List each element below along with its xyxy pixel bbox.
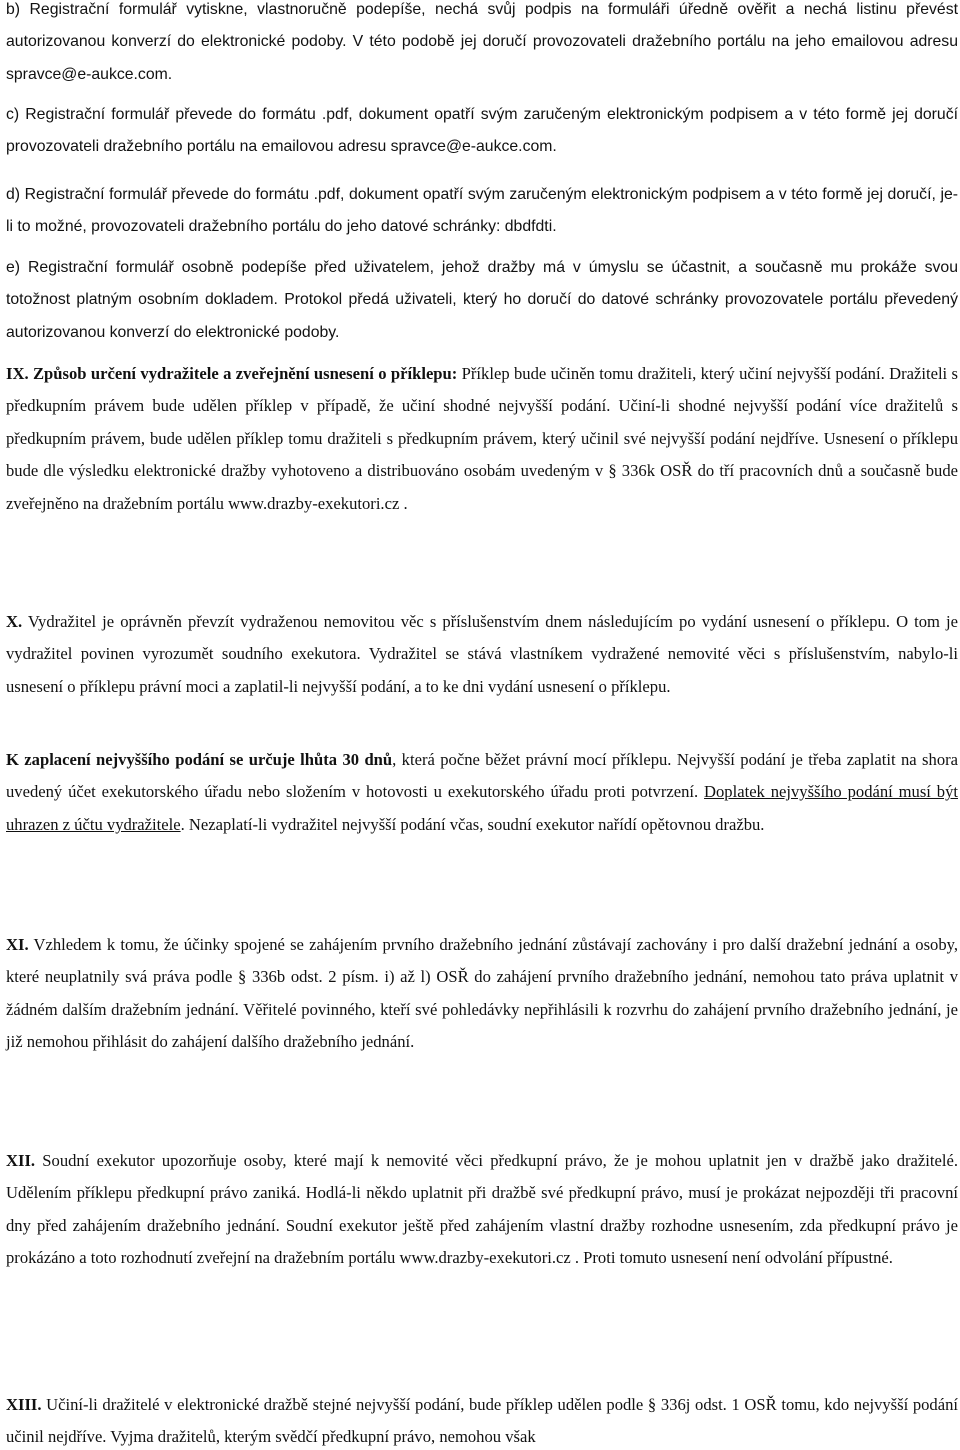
section-xiii-text: Učiní-li dražitelé v elektronické dražbě stejné nejvyšší podání, bude příklep udělen podle § 336j odst. 1 OSŘ tomu, kdo nejvyšší podání učinil nejdříve. Vyjma dražitelů, kterým svědčí předkupní právo, nemohou však <box>6 1395 958 1447</box>
payment-bold-lead: K zaplacení nejvyššího podání se určuje lhůta 30 dnů <box>6 750 393 769</box>
paragraph-c <box>6 99 958 164</box>
paragraph-b <box>6 0 958 91</box>
section-xi-text: Vzhledem k tomu, že účinky spojené se zahájením prvního dražebního jednání zůstávají zachovány i pro další dražební jednání a osoby, které neuplatnily svá práva podle § 336b odst. 2 písm. i) až l) OSŘ do zahájení prvního dražebního jednání, nemohou tato práva uplatnit v žádném dalším dražebním jednání. Věřitelé povinného, kteří své pohledávky nepřihlásili k rozvrhu do zahájení prvního dražebního jednání, je již nemohou přihlásit do zahájení dalšího dražebního jednání. <box>6 935 958 1052</box>
section-xi-number: XI. <box>6 935 29 954</box>
section-x-text: Vydražitel je oprávněn převzít vydraženou nemovitou věc s příslušenstvím dnem následujícím po vydání usnesení o příklepu. O tom je vydražitel povinen vyrozumět soudního exekutora. Vydražitel se stává vlastníkem vydražené nemovité věci s příslušenstvím, nabylo-li usnesení o příklepu právní moci a zaplatil-li nejvyšší podání, a to ke dni vydání usnesení o příklepu. <box>6 612 958 696</box>
section-xi <box>6 929 958 1059</box>
section-xii-text: Soudní exekutor upozorňuje osoby, které mají k nemovité věci předkupní právo, že je mohou uplatnit jen v dražbě jako dražitelé. Udělením příklepu předkupní právo zaniká. Hodlá-li někdo uplatnit při dražbě své předkupní právo, musí je prokázat nejpozději tři pracovní dny před zahájením dražebního jednání. Soudní exekutor ještě před zahájením vlastní dražby rozhodne usnesením, zda předkupní právo je prokázáno a toto rozhodnutí zveřejní na dražebním portálu www.drazby-exekutori.cz . Proti tomuto usnesení není odvolání přípustné. <box>6 1151 958 1268</box>
section-x-number: X. <box>6 612 23 631</box>
section-xii-number: XII. <box>6 1151 36 1170</box>
section-xii <box>6 1145 958 1275</box>
section-xiii-number: XIII. <box>6 1395 42 1414</box>
section-xiii <box>6 1389 958 1450</box>
paragraph-d-text: d) Registrační formulář převede do formátu .pdf, dokument opatří svým zaručeným elektronickým podpisem a v této formě jej doručí, je-li to možné, provozovateli dražebního portálu do jeho datové schránky: dbdfdti. <box>6 186 958 236</box>
payment-text-b: . Nezaplatí-li vydražitel nejvyšší podání včas, soudní exekutor nařídí opětovnou dražbu. <box>180 814 765 834</box>
payment-paragraph <box>6 744 958 841</box>
payment-underlined: Doplatek nejvyššího podání musí být uhrazen z účtu vydražitele <box>6 782 958 834</box>
paragraph-b-text: b) Registrační formulář vytiskne, vlastnoručně podepíše, nechá svůj podpis na formuláři úředně ověřit a nechá listinu převést autorizovanou konverzí do elektronické podoby. V této podobě jej doručí provozovateli dražebního portálu na jeho emailovou adresu spravce@e-aukce.com. <box>6 1 958 83</box>
payment-text-a: , která počne běžet právní mocí příklepu. Nejvyšší podání je třeba zaplatit na shora uvedený účet exekutorského úřadu nebo složením v hotovosti u exekutorského úřadu proti potvrzení. <box>6 750 959 802</box>
paragraph-e <box>6 252 958 349</box>
paragraph-d <box>6 179 958 244</box>
section-x <box>6 606 958 703</box>
section-ix-number: IX. <box>6 364 29 383</box>
section-ix-heading: Způsob určení vydražitele a zveřejnění usnesení o příklepu: <box>32 364 458 383</box>
paragraph-e-text: e) Registrační formulář osobně podepíše před uživatelem, jehož dražby má v úmyslu se účastnit, a současně mu prokáže svou totožnost platným osobním dokladem. Protokol předá uživateli, který ho doručí do datové schránky provozovatele portálu převedený autorizovanou konverzí do elektronické podoby. <box>6 259 958 341</box>
paragraph-c-text: c) Registrační formulář převede do formátu .pdf, dokument opatří svým zaručeným elektronickým podpisem a v této formě jej doručí provozovateli dražebního portálu na emailovou adresu spravce@e-aukce.com. <box>6 106 958 156</box>
section-ix-text: Příklep bude učiněn tomu dražiteli, který učiní nejvyšší podání. Dražiteli s předkupním právem bude udělen příklep v případě, že učiní shodné nejvyšší podání. Učiní-li shodné nejvyšší podání více dražitelů s předkupním právem, bude udělen příklep tomu dražiteli s předkupním právem, který učinil své nejvyšší podání nejdříve. Usnesení o příklepu bude dle výsledku elektronické dražby vyhotoveno a distribuováno osobám uvedeným v § 336k OSŘ do tří pracovních dnů a současně bude zveřejněno na dražebním portálu www.drazby-exekutori.cz . <box>6 364 959 513</box>
section-ix <box>6 358 958 520</box>
